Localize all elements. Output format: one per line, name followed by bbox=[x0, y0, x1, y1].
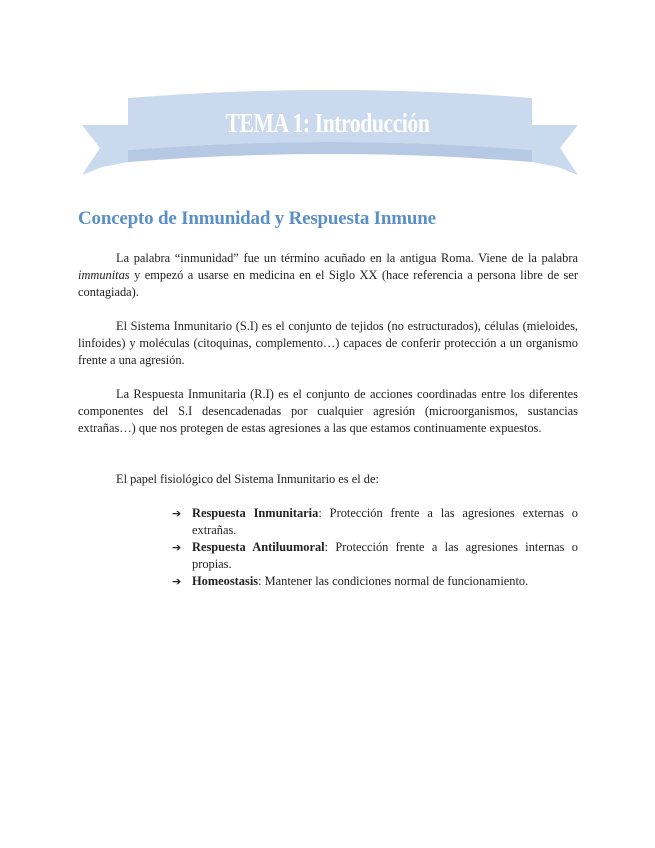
section-heading: Concepto de Inmunidad y Respuesta Inmune bbox=[78, 208, 436, 229]
arrow-bullet-icon: ➔ bbox=[172, 541, 182, 554]
italic-term: immunitas bbox=[78, 268, 130, 282]
paragraph-inmunidad: La palabra “inmunidad” fue un término acuñado en la antigua Roma. Viene de la palabra immunitas y empezó a usarse en medicina en el Siglo XX (hace referencia a persona libre de ser contagiada). bbox=[78, 251, 578, 299]
list-item: ➔ Respuesta Inmunitaria: Protección frente a las agresiones externas o extrañas. bbox=[172, 506, 578, 537]
list-item: ➔ Homeostasis: Mantener las condiciones normal de funcionamiento. bbox=[172, 574, 529, 588]
document-title: TEMA 1: Introducción bbox=[225, 108, 430, 138]
arrow-bullet-icon: ➔ bbox=[172, 575, 182, 588]
list-item: ➔ Respuesta Antiluumoral: Protección frente a las agresiones internas o propias. bbox=[172, 540, 578, 571]
paragraph-papel-fisiologico: El papel fisiológico del Sistema Inmunitario es el de: bbox=[116, 472, 379, 486]
paragraph-respuesta-inmunitaria: La Respuesta Inmunitaria (R.I) es el conjunto de acciones coordinadas entre los diferentes componentes del S.I desencadenadas por cualquier agresión (microorganismos, sustancias extrañas…) que nos protegen de estas agresiones a las que estamos continuamente expuestos. bbox=[78, 387, 578, 435]
arrow-bullet-icon: ➔ bbox=[172, 507, 182, 520]
paragraph-sistema-inmunitario: El Sistema Inmunitario (S.I) es el conjunto de tejidos (no estructurados), células (mieloides, linfoides) y moléculas (citoquinas, complemento…) capaces de conferir protección a un organismo frente a una agresión. bbox=[78, 319, 578, 367]
functions-list bbox=[172, 505, 578, 590]
